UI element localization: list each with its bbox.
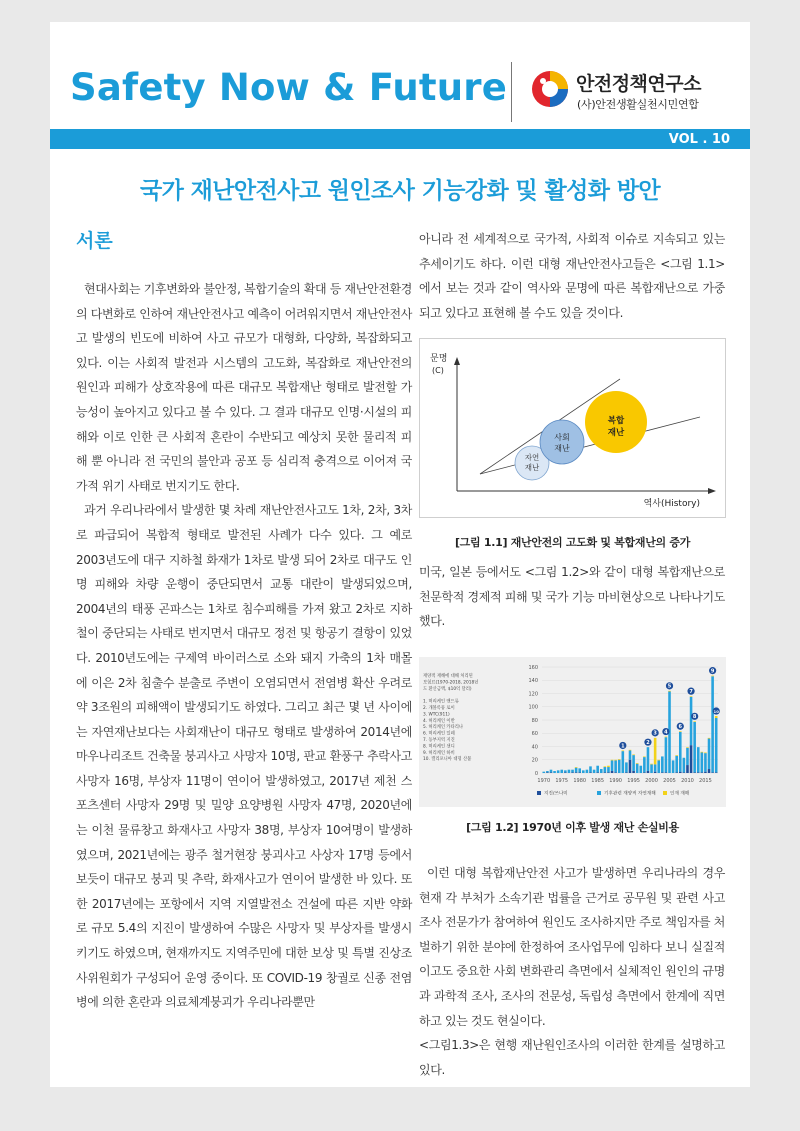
x-tick-label: 2000 [645,778,658,784]
event-marker-label: 6 [678,724,683,731]
legend-note-text: 2. 개볼룩풍 로이 [423,706,455,711]
y-tick-label: 40 [531,744,538,751]
x-tick-label: 1970 [537,778,551,784]
bar-segment [622,751,625,773]
y-tick-label: 20 [531,757,538,764]
bar-segment [611,760,614,771]
bar-segment [614,772,617,773]
bar-segment [578,772,581,773]
bar-segment [625,762,628,772]
bar-segment [704,752,707,753]
bar-segment [647,747,650,771]
bar-segment [679,732,682,772]
legend-note-text: 4. 허리케인 이반 [423,718,455,724]
bar-segment [690,697,693,745]
bar-segment [611,760,614,761]
org-logo-icon [531,70,569,108]
bar-segment [618,759,621,760]
paragraph [419,861,725,1082]
bar-segment [665,737,668,772]
bubble-label: 복합 [607,416,625,426]
legend-note-text: 10. 캘리포니아 대형 산불 [423,757,472,763]
page-header [50,22,750,130]
bar-segment [636,764,639,773]
bar-segment [639,766,642,773]
bar-segment [650,764,653,765]
bar-segment [622,750,625,751]
bar-segment [596,766,599,773]
article-title: 국가 재난안전사고 원인조사 기능강화 및 활성화 방안 [139,178,661,204]
x-tick-label: 1995 [627,778,640,784]
bar-segment [647,771,650,773]
event-marker-label: 5 [667,683,672,690]
bar-segment [614,760,617,772]
bubble-label: 재난 [524,463,540,472]
left-column [76,277,412,1015]
bar-segment [690,696,693,697]
y-tick-label: 120 [528,691,538,698]
bar-segment [614,760,617,761]
y-tick-label: 0 [534,770,538,777]
bar-segment [604,772,607,773]
legend-label: 기후관련 재양적 자연재해 [604,791,656,797]
legend-note-text: 3. WTC(911) [423,712,450,718]
bar-segment [708,738,711,739]
bubble-label: 사회 [554,433,570,442]
bar-segment [618,760,621,773]
bar-segment [596,772,599,773]
bar-segment [575,772,578,773]
x-axis-label: 역사(History) [643,499,700,509]
bar-segment [690,745,693,773]
y-tick-label: 140 [528,678,538,685]
legend-label: 인재 재해 [670,791,690,797]
bar-segment [575,768,578,773]
bar-segment [686,747,689,748]
bar-segment [643,772,646,773]
bar-segment [654,764,657,771]
paragraph: 현대사회는 기후변화와 불안정, 복합기술의 확대 등 재난안전환경의 다변화로 인하여 재난안전사고 예측이 어려워지면서 재난안전사고 발생의 빈도에 비하여 사고 규모가 대형화, 다양화, 복잡화되고 있다. 이는 사회적 발전과 시스템의 고도화, 복잡화로 재난안전의 원인과 피해가 상호작용에 따른 대규모 복합재난 형태로 발전할 가능성이 높아지고 있다고 볼 수 있다. 그 결과 대규모 인명·시설의 피해와 이로 인한 큰 사회적 혼란이 수반되고 예상치 못한 물리적 피해 뿐 아니라 전 국민의 불안과 공포 등 심리적 충격으로 이어져 국가적 위기 사태로 번지기도 한다. [76,282,412,493]
header-divider [511,62,512,122]
bar-segment [589,772,592,773]
bar-segment [611,771,614,773]
paragraph-text: 이런 대형 복합재난안전 사고가 발생하면 우리나라의 경우 현재 각 부처가 소속기관 법률을 근거로 공무원 및 관련 사고조사 전문가가 참여하여 원인도 조사하지만 주로 책임자를 처벌하기 위한 분야에 한정하여 조사업무에 임하다 보니 실질적이고도 중요한 사회 변화관리 측면에서 실체적인 원인의 규명과 과학적 조사, 조사의 전문성, 독립성 측면에서 한계에 직면하고 있는 것도 현실이다. [419,866,725,1028]
bar-segment [600,769,603,773]
paragraph-text: <그림1.3>은 현행 재난원인조사의 이러한 한계를 설명하고 있다. [419,1038,725,1077]
x-axis-arrow-icon [708,488,716,494]
bar-segment [604,767,607,772]
bar-segment [701,772,704,773]
y-axis-arrow-icon [454,357,460,365]
bar-segment [629,760,632,773]
y-axis-label: 문명 [430,354,448,364]
bar-segment [672,760,675,773]
x-tick-label: 1980 [573,778,587,784]
figure-1-1 [419,338,726,518]
bar-segment [546,771,549,772]
event-marker-label: 10 [713,708,719,714]
header-bar [50,129,750,149]
bar-segment [679,731,682,732]
bubble-label: 자연 [524,453,540,462]
bar-segment [654,738,657,765]
bar-segment [675,772,678,773]
y-tick-label: 100 [528,704,538,711]
bar-segment [704,753,707,772]
paragraph: 미국, 일본 등에서도 <그림 1.2>와 같이 대형 복합재난으로 천문학적 경제적 피해 및 국가 기능 마비현상으로 나타나기도 했다. [419,565,725,629]
bar-segment [560,770,563,773]
bar-segment [589,766,592,772]
legend-note-text: 도 환산금액, $10억 달러) [423,686,472,692]
x-tick-label: 2005 [663,778,676,784]
figure-1-1-caption: [그림 1.1] 재난안전의 고도화 및 복합재난의 증가 [454,536,691,549]
bar-segment [643,757,646,772]
figure-1-2-caption: [그림 1.2] 1970년 이후 발생 재난 손실비용 [466,821,679,834]
bar-segment [661,772,664,773]
event-marker-label: 1 [621,743,625,750]
bar-segment [715,772,718,773]
bar-segment [654,772,657,773]
bar-segment [708,769,711,773]
bar-segment [665,737,668,738]
bar-segment [564,770,567,772]
brand-title: Safety Now & Future [70,66,508,109]
bar-segment [683,772,686,773]
legend-note-text: 8. 허리케인 샌디 [423,744,455,750]
legend-note-text: 재양적 재해에 대해 처리된 [423,674,473,679]
bar-segment [715,716,718,718]
x-tick-label: 1985 [591,778,605,784]
bar-segment [543,772,546,773]
bar-segment [715,718,718,772]
bar-segment [636,763,639,764]
bar-segment [586,770,589,773]
bar-segment [632,771,635,773]
x-tick-label: 1975 [555,778,569,784]
event-marker-label: 7 [689,688,693,695]
bar-segment [665,772,668,773]
legend-note-text: 6. 허리케인 일레 [423,731,455,737]
bar-segment [550,770,553,773]
bar-segment [593,770,596,773]
bar-segment [686,748,689,765]
bar-segment [711,772,714,773]
figure-1-2-chart [419,657,726,807]
bar-segment [668,691,671,692]
x-tick-label: 2015 [699,778,712,784]
y-tick-label: 80 [531,717,538,724]
bar-segment [679,772,682,773]
bar-segment [546,772,549,773]
bar-segment [571,770,574,773]
y-tick-label: 160 [528,664,538,671]
bar-segment [683,758,686,773]
bar-segment [704,772,707,773]
event-marker-label: 2 [646,739,650,746]
bar-segment [553,771,556,773]
bar-segment [607,772,610,773]
bar-segment [675,756,678,773]
bar-segment [564,772,567,773]
bar-segment [701,752,704,772]
bar-segment [693,721,696,722]
bar-segment [578,768,581,772]
bar-segment [697,747,700,772]
x-tick-label: 2010 [681,778,694,784]
legend-note-text: 9. 허리케인 하비 [423,750,455,756]
bar-segment [711,676,714,772]
bar-segment [697,772,700,773]
bar-segment [632,754,635,755]
document-page [50,22,750,1087]
event-marker-label: 9 [710,668,715,675]
event-marker-label: 3 [653,730,657,737]
bar-segment [701,752,704,753]
legend-note-text: 1. 허리케인 앤드류 [423,699,459,705]
bar-segment [571,772,574,773]
bar-segment [708,739,711,769]
bar-segment [657,760,660,761]
bar-segment [693,722,696,772]
bar-segment [582,770,585,773]
bubble-label: 재난 [607,428,625,438]
paragraph: 과거 우리나라에서 발생한 몇 차례 재난안전사고도 1차, 2차, 3차로 파급되어 복합적 형태로 발전된 사례가 다수 있다. 그 예로 2003년도에 대구 지하철 화재가 1차로 발생 되어 2차로 대구도 인명 피해와 차량 운행이 중단되면서 교통 대란이 발생되었으며, 2004년의 태풍 곤파스는 1차로 침수피해를 가져 왔고 2차로 지하철이 중단되는 사태로 번지면서 대규모 정전 및 항공기 결항이 있었다. 2010년도에는 구제역 바이러스로 소와 돼지 가축의 1차 매몰에 이은 2차 침출수 분출로 주변이 오염되면서 전염병 확산 우려로 약 3조원의 피해액이 발생되기도 하였다. 그리고 최근 몇 년 사이에는 자연재난보다는 사회재난이 대규모 형태로 발생하여 2014년에 마우나리조트 건축물 붕괴사고 사망자 10명, 판교 환풍구 추락사고 사망자 16명, 부상자 11명이 연이어 발생하였고, 2017년 제천 스포츠센터 사망자 29명 및 밀양 요양병원 사망자 47명, 2020년에는 이천 물류창고 화재사고 사망자 38명, 부상자 10여명이 발생하였으며, 2021년에는 광주 철거현장 붕괴사고 사상자 17명 등에서 보듯이 대규모 붕괴 및 추락, 화재사고가 연이어 발생한 바 있다. 또한 2017년에는 포항에서 지역 지열발전소 건설에 따른 지반 약화로 규모 5.4의 지진이 발생하여 수많은 사망자 및 부상자를 발생시키기도 하였으며, 현재까지도 지역주민에 대한 보상 및 특별 진상조사위원회가 구성되어 운영 중이다. 또 COVID-19 창궐로 신종 전염병에 의한 혼란과 의료체계붕괴가 우리나라뿐만 [76,503,412,1010]
event-marker-label: 8 [692,714,697,721]
legend-note-text: 7. 동부지역 지진 [423,738,455,743]
bar-segment [650,764,653,773]
bar-segment [625,772,628,773]
social-disaster-bubble [540,420,584,464]
bar-segment [568,770,571,773]
volume-label: VOL . 10 [668,132,730,147]
bar-segment [607,766,610,767]
legend-label: 지진/쓰나미 [544,791,568,797]
bar-segment [686,765,689,773]
x-tick-label: 1990 [609,778,622,784]
bar-segment [575,767,578,768]
y-axis-label-sub: (C) [432,366,444,375]
bar-segment [629,750,632,759]
bar-segment [661,756,664,772]
legend-swatch [663,791,667,795]
bar-segment [607,767,610,772]
bar-segment [632,755,635,771]
legend-note-text: 5. 허리케인 카타리나 [423,725,464,731]
event-marker-label: 4 [664,729,668,736]
org-name: 안전정책연구소 [576,73,701,95]
legend-swatch [597,791,601,795]
bar-segment [643,756,646,757]
section-heading: 서론 [76,230,113,252]
y-tick-label: 60 [531,731,538,738]
bar-segment [657,760,660,773]
bar-segment [557,770,560,773]
bar-segment [675,755,678,756]
bubble-label: 재난 [554,444,570,453]
org-subtitle: (사)안전생활실천시민연합 [577,98,699,111]
bar-segment [693,772,696,773]
bar-segment [604,766,607,767]
bar-segment [711,676,714,677]
bar-segment [629,750,632,751]
paragraph: 아니라 전 세계적으로 국가적, 사회적 이슈로 지속되고 있는 추세이기도 하다. 이런 대형 재난안전사고들은 <그림 1.1>에서 보는 것과 같이 역사와 문명에 따른 복합재난으로 가중되고 있다고 표현해 볼 수도 있을 것이다. [419,232,725,320]
figure-1-2 [419,657,726,807]
legend-swatch [537,791,541,795]
legend-note-text: 보험료(1970-2018, 2018년 [423,680,479,686]
figure-1-1-diagram [420,339,725,517]
bar-segment [550,772,553,773]
